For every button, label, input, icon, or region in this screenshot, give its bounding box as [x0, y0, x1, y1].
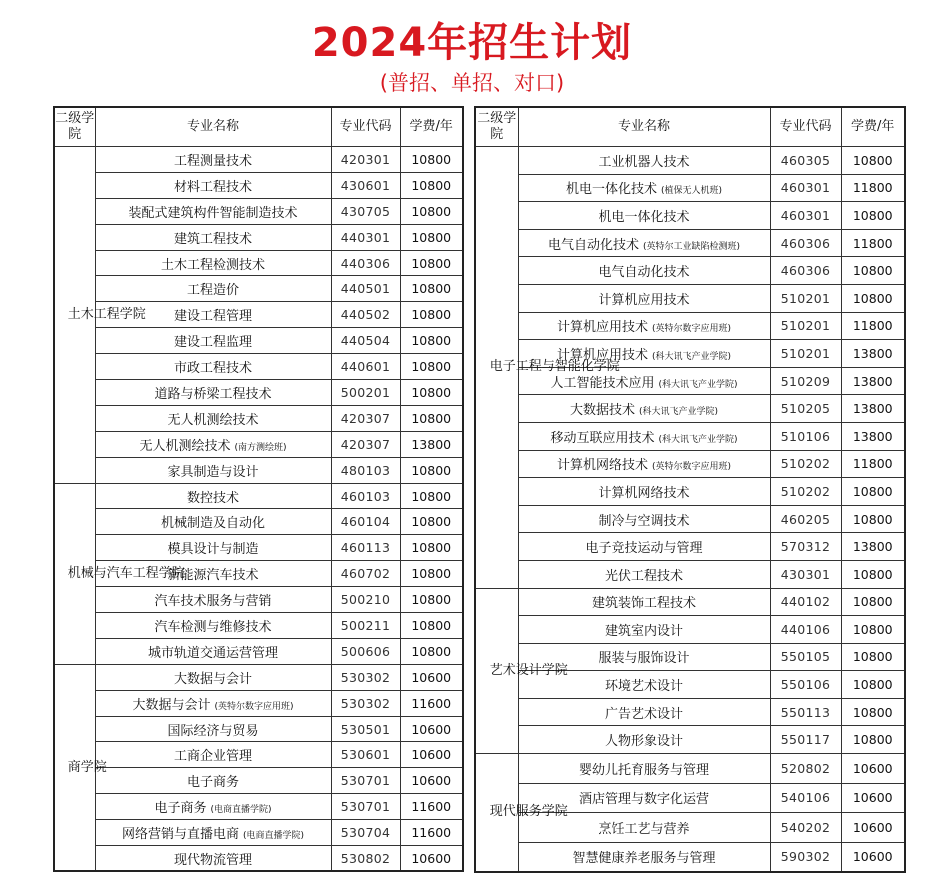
- major-code: 430301: [770, 560, 841, 588]
- college-label: 土木工程学院: [67, 306, 146, 322]
- table-row: [54, 768, 463, 794]
- table-row: [475, 698, 905, 726]
- tuition-fee: 10600: [400, 768, 463, 794]
- tuition-fee: 13800: [841, 533, 905, 561]
- major-code: 460104: [331, 509, 400, 535]
- major-code: 530802: [331, 846, 400, 872]
- major-code: 460306: [770, 229, 841, 257]
- major-code: 550106: [770, 671, 841, 699]
- tuition-fee: 10600: [841, 813, 905, 843]
- tuition-fee: 11800: [841, 450, 905, 478]
- major-name-cell: [518, 450, 770, 478]
- tuition-fee: 10800: [400, 380, 463, 406]
- major-name-cell: [95, 587, 331, 613]
- college-label: 现代服务学院: [489, 804, 568, 820]
- major-name: 模具设计与制造: [167, 542, 259, 558]
- major-name: 酒店管理与数字化运营: [578, 792, 709, 808]
- major-code: 510201: [770, 312, 841, 340]
- major-code: 590302: [770, 842, 841, 872]
- table-row: [54, 613, 463, 639]
- major-name-cell: [95, 742, 331, 768]
- tuition-fee: 13800: [841, 367, 905, 395]
- college-name: [475, 754, 568, 872]
- tuition-fee: 10800: [841, 616, 905, 644]
- table-row: [54, 483, 463, 509]
- major-code: 440102: [770, 588, 841, 616]
- major-code: 540202: [770, 813, 841, 843]
- major-code: 440106: [770, 616, 841, 644]
- tuition-fee: 11600: [400, 690, 463, 716]
- table-row: [54, 172, 463, 198]
- major-name: 建筑室内设计: [604, 623, 683, 639]
- tuition-fee: 10600: [841, 783, 905, 813]
- major-code: 460702: [331, 561, 400, 587]
- major-name-cell: [95, 276, 331, 302]
- table-row: [475, 174, 905, 202]
- major-name: 移动互联应用技术: [550, 430, 655, 446]
- tuition-fee: 11600: [400, 794, 463, 820]
- major-code: 500606: [331, 638, 400, 664]
- tuition-fee: 10800: [841, 698, 905, 726]
- major-note: (科大讯飞产业学院): [638, 407, 719, 418]
- major-name-cell: [95, 328, 331, 354]
- major-note: (植保无人机班): [660, 186, 723, 197]
- major-name: 家具制造与设计: [167, 464, 259, 480]
- major-name-cell: [518, 842, 770, 872]
- tuition-fee: 10800: [400, 613, 463, 639]
- major-name: 烹饪工艺与营养: [598, 821, 690, 837]
- major-code: 570312: [770, 533, 841, 561]
- table-row: [54, 716, 463, 742]
- major-name: 智慧健康养老服务与管理: [572, 851, 716, 867]
- major-code: 530704: [331, 820, 400, 846]
- major-code: 420301: [331, 147, 400, 173]
- tuition-fee: 10800: [841, 284, 905, 312]
- table-row: [475, 202, 905, 230]
- table-row: [475, 842, 905, 872]
- table-row: [54, 535, 463, 561]
- major-name-cell: [95, 354, 331, 380]
- major-code: 440301: [331, 224, 400, 250]
- major-code: 440306: [331, 250, 400, 276]
- table-row: [475, 616, 905, 644]
- major-name: 机电一体化技术: [598, 209, 690, 225]
- major-name: 人物形象设计: [604, 734, 683, 750]
- tuition-fee: 10600: [400, 742, 463, 768]
- major-code: 460103: [331, 483, 400, 509]
- table-row: [475, 754, 905, 784]
- tuition-fee: 10800: [400, 457, 463, 483]
- major-code: 460305: [770, 147, 841, 175]
- major-name: 制冷与空调技术: [598, 513, 690, 529]
- major-name: 建设工程监理: [173, 335, 252, 351]
- major-name: 机电一体化技术: [565, 182, 657, 198]
- major-name-cell: [518, 174, 770, 202]
- major-name: 计算机网络技术: [556, 458, 648, 474]
- major-name-cell: [518, 422, 770, 450]
- major-name: 电气自动化技术: [547, 237, 639, 253]
- major-code: 510201: [770, 284, 841, 312]
- college-name: [54, 147, 146, 484]
- major-code: 510209: [770, 367, 841, 395]
- major-code: 550105: [770, 643, 841, 671]
- tuition-fee: 10800: [400, 561, 463, 587]
- major-code: 460301: [770, 202, 841, 230]
- major-code: 460205: [770, 505, 841, 533]
- major-code: 460113: [331, 535, 400, 561]
- major-note: (电商直播学院): [242, 831, 305, 842]
- table-row: [475, 588, 905, 616]
- major-name-cell: [518, 754, 770, 784]
- major-code: 530302: [331, 664, 400, 690]
- major-name: 大数据与会计: [132, 697, 211, 713]
- major-name: 道路与桥梁工程技术: [154, 386, 272, 402]
- major-name-cell: [95, 613, 331, 639]
- tuition-fee: 10800: [400, 172, 463, 198]
- major-note: (英特尔数字应用班): [651, 324, 732, 335]
- tuition-fee: 11800: [841, 174, 905, 202]
- major-name: 光伏工程技术: [604, 568, 683, 584]
- tuition-fee: 13800: [841, 422, 905, 450]
- college-name: [54, 483, 185, 664]
- major-name: 新能源汽车技术: [167, 568, 259, 584]
- table-row: [54, 587, 463, 613]
- major-name: 电子商务: [186, 775, 239, 791]
- tuition-fee: 10800: [400, 483, 463, 509]
- table-row: [54, 794, 463, 820]
- major-name: 材料工程技术: [173, 179, 252, 195]
- major-code: 530302: [331, 690, 400, 716]
- major-name-cell: [518, 478, 770, 506]
- major-code: 530701: [331, 794, 400, 820]
- major-name: 婴幼儿托育服务与管理: [578, 762, 709, 778]
- table-row: [475, 478, 905, 506]
- major-code: 440502: [331, 302, 400, 328]
- major-code: 420307: [331, 431, 400, 457]
- major-name-cell: [518, 257, 770, 285]
- major-code: 460301: [770, 174, 841, 202]
- enrollment-table-right: [474, 106, 906, 873]
- major-code: 510202: [770, 450, 841, 478]
- header-fee: 学费/年: [841, 107, 905, 147]
- tuition-fee: 10600: [841, 842, 905, 872]
- major-code: 530601: [331, 742, 400, 768]
- tuition-fee: 10600: [400, 664, 463, 690]
- major-code: 430601: [331, 172, 400, 198]
- major-name-cell: [95, 198, 331, 224]
- major-code: 530501: [331, 716, 400, 742]
- table-row: [54, 147, 463, 173]
- major-name-cell: [95, 431, 331, 457]
- table-row: [54, 405, 463, 431]
- major-code: 530701: [331, 768, 400, 794]
- college-label: 商学院: [67, 759, 107, 775]
- tuition-fee: 10800: [400, 147, 463, 173]
- major-name-cell: [518, 395, 770, 423]
- major-note: (英特尔数字应用班): [651, 462, 732, 473]
- major-name: 现代物流管理: [173, 852, 252, 868]
- major-name-cell: [95, 820, 331, 846]
- table-row: [54, 664, 463, 690]
- table-row: [54, 250, 463, 276]
- major-name: 计算机网络技术: [598, 485, 690, 501]
- table-row: [54, 276, 463, 302]
- table-row: [54, 431, 463, 457]
- major-name-cell: [95, 664, 331, 690]
- major-name-cell: [95, 768, 331, 794]
- major-code: 510202: [770, 478, 841, 506]
- major-name: 大数据技术: [569, 403, 635, 419]
- table-row: [475, 505, 905, 533]
- major-name: 人工智能技术应用: [550, 375, 655, 391]
- major-name: 无人机测绘技术: [167, 412, 259, 428]
- college-label: 艺术设计学院: [489, 662, 568, 678]
- table-row: [54, 638, 463, 664]
- major-note: (英特尔数字应用班): [214, 701, 294, 712]
- major-code: 440501: [331, 276, 400, 302]
- major-name-cell: [518, 726, 770, 754]
- tuition-fee: 10800: [400, 509, 463, 535]
- major-code: 510106: [770, 422, 841, 450]
- major-name-cell: [518, 284, 770, 312]
- major-name-cell: [95, 147, 331, 173]
- tuition-fee: 10600: [400, 716, 463, 742]
- major-name-cell: [95, 457, 331, 483]
- tuition-fee: 10800: [400, 276, 463, 302]
- table-row: [54, 354, 463, 380]
- major-name-cell: [518, 505, 770, 533]
- major-name-cell: [518, 367, 770, 395]
- major-name-cell: [95, 250, 331, 276]
- header-fee: 学费/年: [400, 107, 463, 147]
- tuition-fee: 10800: [400, 198, 463, 224]
- major-name: 汽车检测与维修技术: [154, 619, 272, 635]
- table-row: [54, 820, 463, 846]
- major-name-cell: [518, 312, 770, 340]
- major-note: (科大讯飞产业学院): [651, 351, 732, 362]
- major-code: 550117: [770, 726, 841, 754]
- major-code: 500211: [331, 613, 400, 639]
- major-name: 工程造价: [186, 283, 239, 299]
- major-code: 500201: [331, 380, 400, 406]
- tuition-fee: 10800: [400, 250, 463, 276]
- tuition-fee: 10800: [841, 726, 905, 754]
- table-row: [54, 198, 463, 224]
- table-row: [475, 560, 905, 588]
- major-code: 510201: [770, 340, 841, 368]
- tuition-fee: 11800: [841, 312, 905, 340]
- tuition-fee: 10800: [400, 535, 463, 561]
- tuition-fee: 13800: [841, 340, 905, 368]
- major-name: 建设工程管理: [173, 309, 252, 325]
- major-name: 城市轨道交通运营管理: [147, 645, 278, 661]
- major-name: 汽车技术服务与营销: [154, 594, 272, 610]
- table-row: [475, 147, 905, 175]
- table-row: [475, 422, 905, 450]
- major-name-cell: [95, 638, 331, 664]
- table-row: [54, 742, 463, 768]
- major-code: 540106: [770, 783, 841, 813]
- table-row: [54, 457, 463, 483]
- major-name-cell: [95, 224, 331, 250]
- major-note: (电商直播学院): [210, 805, 272, 816]
- major-name: 网络营销与直播电商: [121, 827, 239, 843]
- header-college: 二级学院: [475, 107, 518, 147]
- table-row: [475, 726, 905, 754]
- enrollment-table-left: [53, 106, 464, 872]
- header-code: 专业代码: [331, 107, 400, 147]
- tuition-fee: 10800: [400, 224, 463, 250]
- major-code: 440601: [331, 354, 400, 380]
- header-major: 专业名称: [95, 107, 331, 147]
- major-name-cell: [518, 616, 770, 644]
- tuition-fee: 10600: [400, 846, 463, 872]
- header-code: 专业代码: [770, 107, 841, 147]
- table-row: [54, 328, 463, 354]
- major-name: 装配式建筑构件智能制造技术: [128, 205, 298, 221]
- major-name: 建筑装饰工程技术: [591, 596, 696, 612]
- college-label: 电子工程与智能化学院: [489, 359, 620, 375]
- major-name: 计算机应用技术: [556, 320, 648, 336]
- college-name: [475, 588, 568, 754]
- tuition-fee: 10800: [841, 147, 905, 175]
- tuition-fee: 13800: [400, 431, 463, 457]
- major-name: 计算机应用技术: [556, 347, 648, 363]
- major-note: (科大讯飞产业学院): [658, 434, 738, 445]
- table-row: [54, 380, 463, 406]
- major-note: (南方测绘班): [234, 442, 287, 453]
- major-name-cell: [95, 716, 331, 742]
- major-name-cell: [518, 698, 770, 726]
- major-code: 480103: [331, 457, 400, 483]
- tuition-fee: 10800: [400, 302, 463, 328]
- tuition-fee: 10800: [400, 638, 463, 664]
- major-name-cell: [518, 588, 770, 616]
- major-name: 环境艺术设计: [604, 679, 683, 695]
- page-subtitle: (普招、单招、对口): [379, 71, 565, 95]
- major-name: 国际经济与贸易: [167, 723, 259, 739]
- major-note: (科大讯飞产业学院): [658, 379, 738, 390]
- major-name: 市政工程技术: [173, 361, 252, 377]
- major-name-cell: [518, 229, 770, 257]
- table-row: [475, 229, 905, 257]
- tuition-fee: 13800: [841, 395, 905, 423]
- tuition-fee: 10800: [400, 328, 463, 354]
- tuition-fee: 10800: [841, 257, 905, 285]
- college-label: 机械与汽车工程学院: [67, 565, 185, 581]
- major-code: 510205: [770, 395, 841, 423]
- major-name-cell: [95, 483, 331, 509]
- tuition-fee: 10800: [841, 202, 905, 230]
- major-name: 计算机应用技术: [598, 292, 690, 308]
- major-name-cell: [95, 380, 331, 406]
- table-row: [475, 257, 905, 285]
- major-code: 430705: [331, 198, 400, 224]
- tuition-fee: 11600: [400, 820, 463, 846]
- major-code: 500210: [331, 587, 400, 613]
- major-name: 工程测量技术: [173, 153, 252, 169]
- major-name: 工商企业管理: [173, 749, 252, 765]
- major-name: 广告艺术设计: [604, 706, 683, 722]
- major-code: 440504: [331, 328, 400, 354]
- tuition-fee: 10800: [841, 643, 905, 671]
- major-code: 420307: [331, 405, 400, 431]
- major-name: 工业机器人技术: [598, 154, 690, 170]
- major-name: 建筑工程技术: [173, 231, 252, 247]
- table-row: [54, 690, 463, 716]
- major-name-cell: [95, 846, 331, 872]
- tuition-fee: 10800: [841, 588, 905, 616]
- major-name-cell: [95, 172, 331, 198]
- major-name-cell: [95, 509, 331, 535]
- major-name-cell: [518, 560, 770, 588]
- table-row: [475, 284, 905, 312]
- table-row: [54, 224, 463, 250]
- tuition-fee: 10800: [400, 405, 463, 431]
- table-row: [475, 533, 905, 561]
- major-code: 550113: [770, 698, 841, 726]
- major-name-cell: [95, 535, 331, 561]
- major-code: 460306: [770, 257, 841, 285]
- page-title: 2024年招生计划: [311, 20, 633, 66]
- major-name-cell: [518, 533, 770, 561]
- tuition-fee: 10600: [841, 754, 905, 784]
- major-name: 电子竞技运动与管理: [585, 541, 703, 557]
- major-name: 无人机测绘技术: [139, 438, 231, 454]
- college-name: [54, 664, 107, 871]
- tuition-fee: 10800: [841, 505, 905, 533]
- tuition-fee: 11800: [841, 229, 905, 257]
- major-name: 电子商务: [154, 801, 207, 817]
- table-row: [475, 312, 905, 340]
- tuition-fee: 10800: [400, 354, 463, 380]
- tuition-fee: 10800: [841, 671, 905, 699]
- major-name: 电气自动化技术: [598, 265, 690, 281]
- table-row: [54, 846, 463, 872]
- major-name-cell: [95, 794, 331, 820]
- major-name: 数控技术: [186, 490, 239, 506]
- major-name: 服装与服饰设计: [598, 651, 690, 667]
- major-note: (英特尔工业缺陷检测班): [642, 241, 741, 252]
- major-code: 520802: [770, 754, 841, 784]
- major-name: 机械制造及自动化: [160, 516, 265, 532]
- table-row: [475, 450, 905, 478]
- header-major: 专业名称: [518, 107, 770, 147]
- table-row: [54, 509, 463, 535]
- major-name-cell: [518, 147, 770, 175]
- major-name-cell: [95, 405, 331, 431]
- major-name-cell: [518, 202, 770, 230]
- header-college: 二级学院: [54, 107, 95, 147]
- major-name: 大数据与会计: [173, 671, 252, 687]
- table-row: [475, 395, 905, 423]
- major-name: 土木工程检测技术: [160, 257, 265, 273]
- tuition-fee: 10800: [400, 587, 463, 613]
- major-name-cell: [95, 690, 331, 716]
- tuition-fee: 10800: [841, 560, 905, 588]
- tuition-fee: 10800: [841, 478, 905, 506]
